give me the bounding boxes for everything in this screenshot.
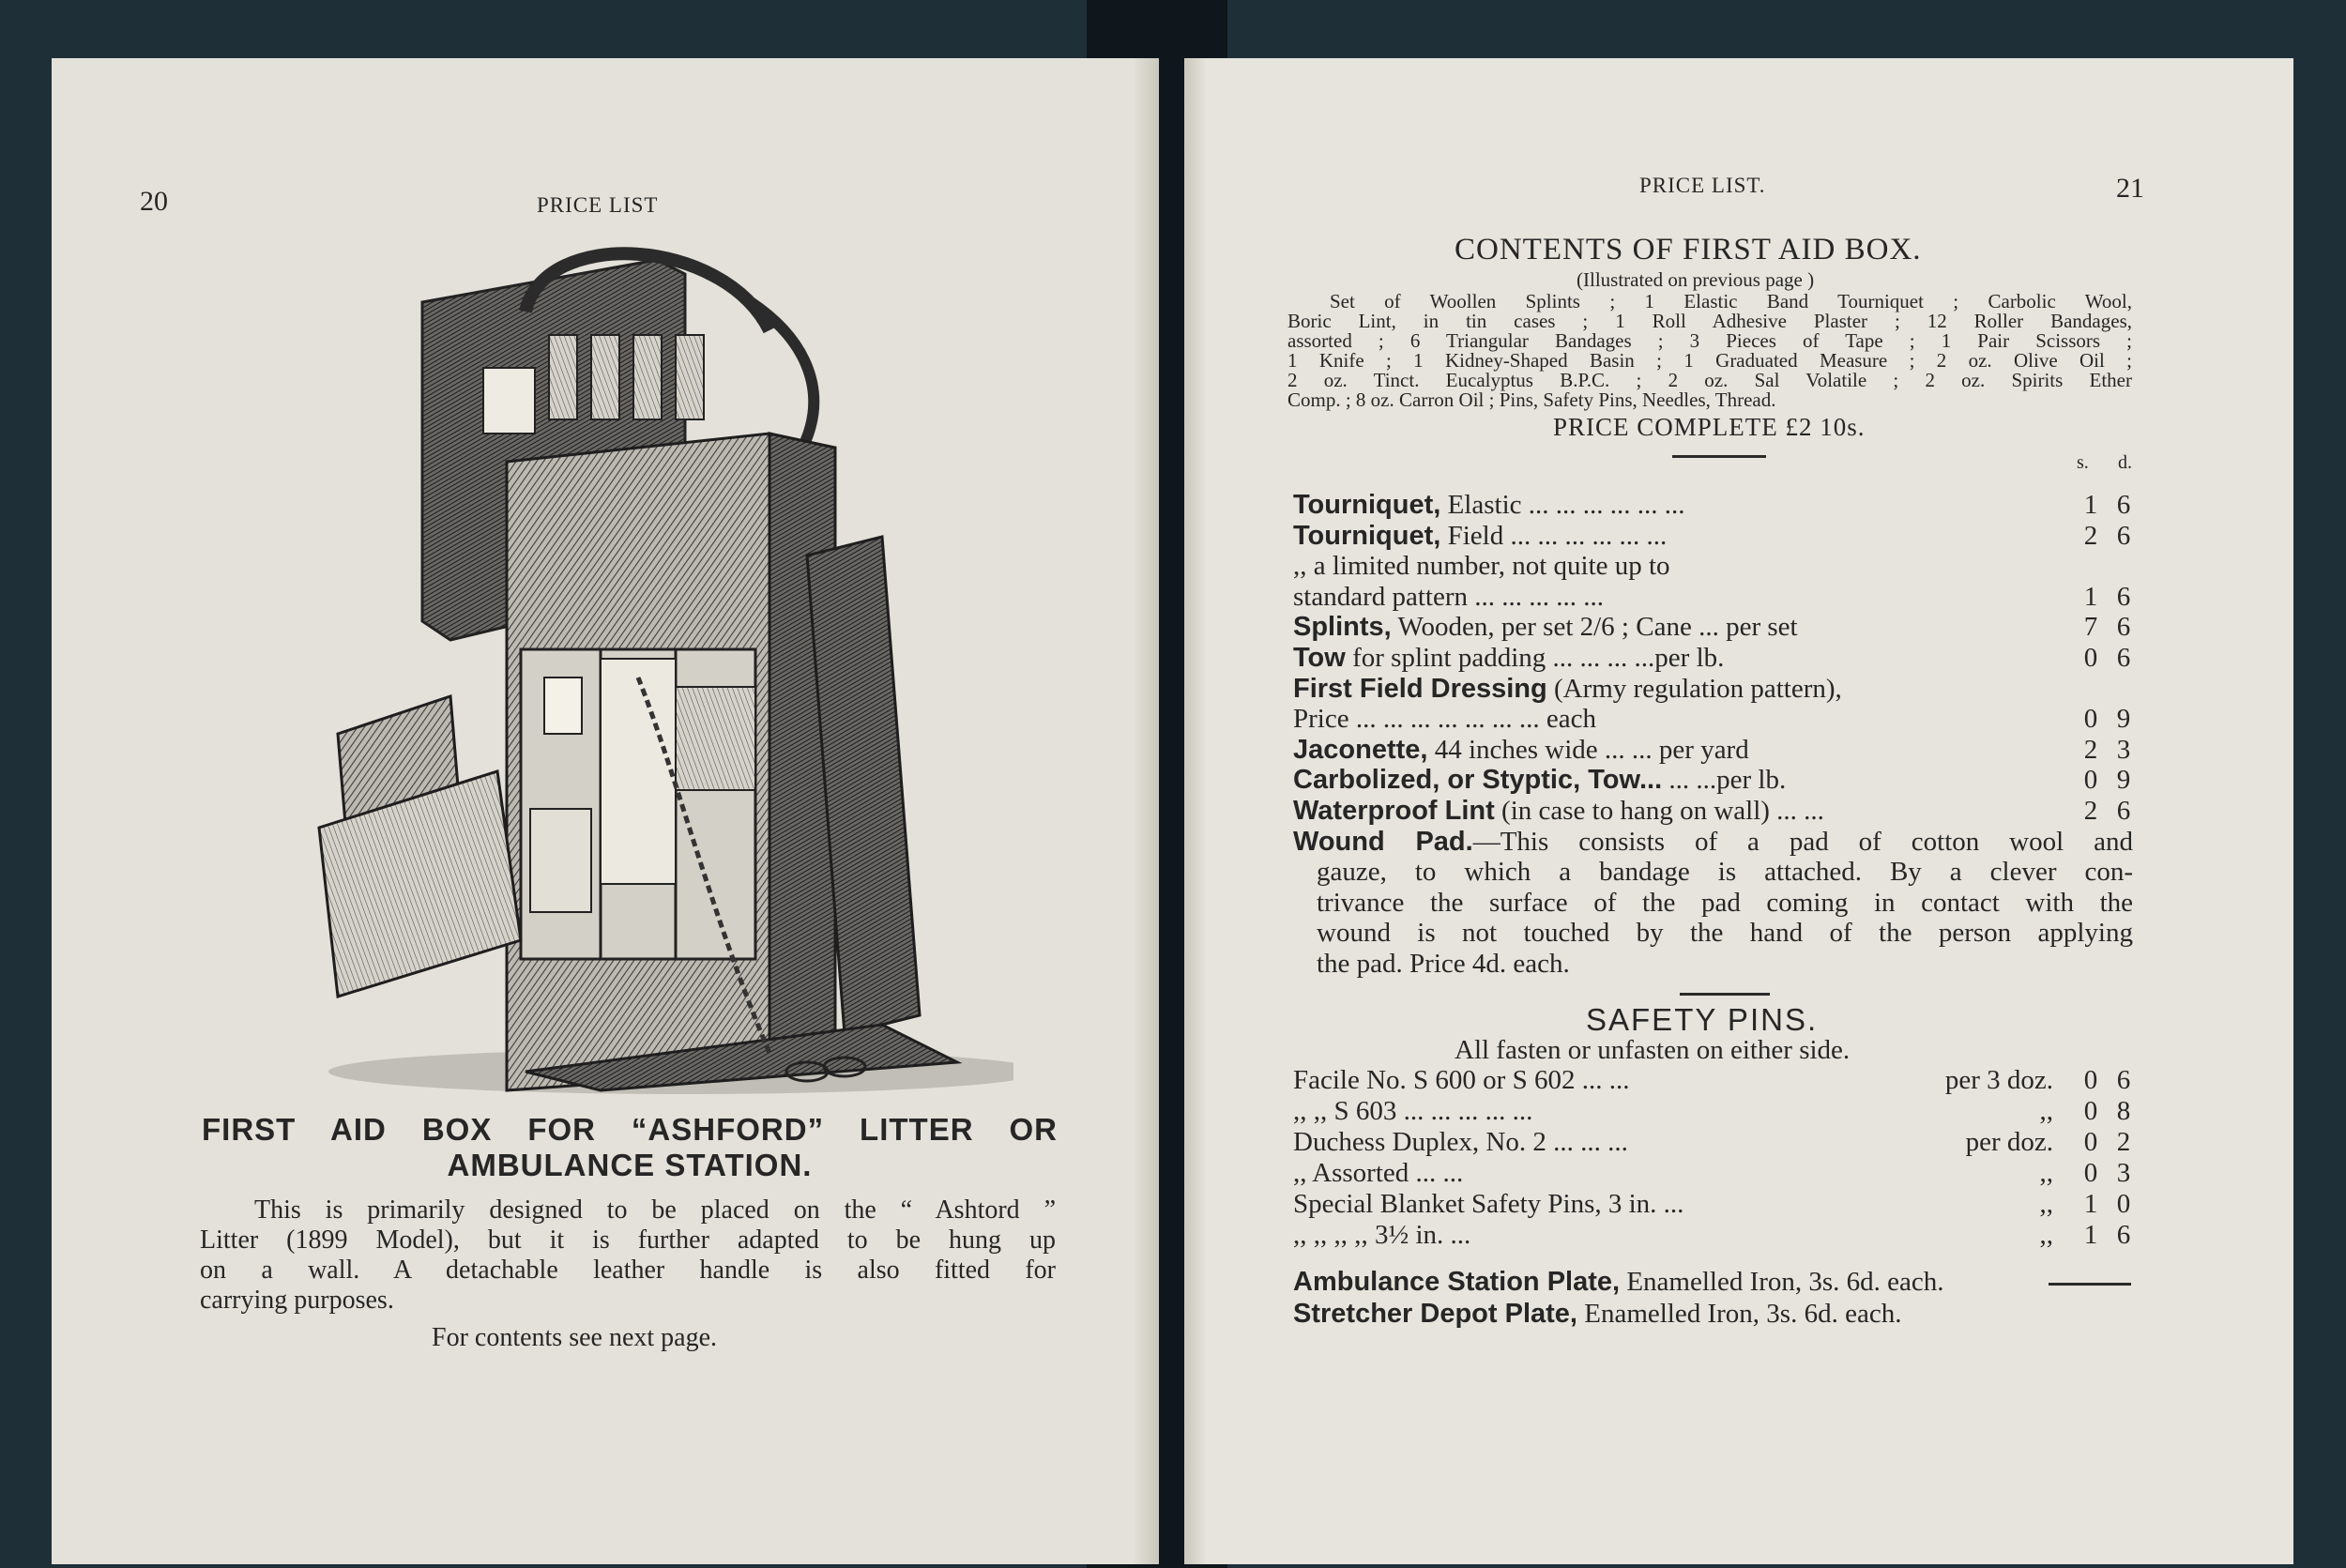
wound-pad-line: the pad. Price 4d. each. (1317, 949, 1570, 979)
pin-shillings: 0 (2083, 1158, 2098, 1188)
wound-pad-line: trivance the surface of the pad coming in contact with the (1317, 887, 2133, 918)
contents-title: CONTENTS OF FIRST AID BOX. (1455, 233, 1922, 266)
caption-title-line1: FIRST AID BOX FOR “ASHFORD” LITTER OR (202, 1112, 1058, 1147)
item-label (1293, 551, 1670, 582)
first-aid-box-illustration (282, 246, 1013, 1100)
item-detail: ... ...per lb. (1662, 765, 1787, 796)
item-name: Carbolized, or Styptic, Tow... (1293, 765, 1663, 796)
item-label (1293, 796, 1824, 827)
description-line: Litter (1899 Model), but it is further adapted to be hung up (200, 1225, 1056, 1255)
item-label (1293, 612, 1798, 643)
pin-shillings: 1 (2083, 1189, 2098, 1219)
plate-label: Stretcher Depot Plate, (1293, 1299, 1577, 1329)
item-detail: (in case to hang on wall) ... ... (1494, 796, 1824, 826)
safety-pins-subtitle: All fasten or unfasten on either side. (1455, 1035, 1851, 1065)
pin-pence: 8 (2116, 1096, 2131, 1126)
pin-shillings: 0 (2083, 1096, 2098, 1126)
item-pence: 3 (2116, 734, 2131, 765)
safety-pin-row (1293, 1189, 2138, 1220)
item-detail: ,, a limited number, not quite up to (1293, 551, 1670, 582)
price-item-row (1293, 521, 2138, 552)
price-item-row (1293, 765, 2138, 796)
item-shillings: 2 (2083, 734, 2098, 765)
item-shillings: 0 (2083, 765, 2098, 796)
item-name: Tourniquet, (1293, 490, 1441, 520)
pin-unit: per doz. (1965, 1127, 2053, 1157)
price-item-row (1293, 674, 2138, 705)
shillings-column-header: s. (2077, 452, 2089, 473)
pin-shillings: 0 (2083, 1127, 2098, 1157)
item-shillings: 1 (2083, 490, 2098, 520)
running-head-right: PRICE LIST. (1639, 174, 1766, 197)
item-name: Tourniquet, (1293, 520, 1441, 551)
contents-line: Boric Lint, in tin cases ; 1 Roll Adhesive Plaster ; 12 Roller Bandages, (1287, 310, 2132, 332)
item-name: First Field Dressing (1293, 673, 1547, 704)
pin-pence: 6 (2116, 1220, 2131, 1250)
item-label (1293, 704, 1596, 735)
wound-pad-text: —This consists of a pad of cotton wool and (1472, 826, 2133, 857)
item-label (1293, 735, 1749, 766)
pin-shillings: 0 (2083, 1065, 2098, 1095)
pin-unit: per 3 doz. (1944, 1065, 2053, 1095)
ambulance-station-plate (1293, 1267, 1944, 1298)
safety-pin-row (1293, 1158, 2138, 1189)
price-item-row (1293, 490, 2138, 521)
pin-pence: 3 (2116, 1158, 2131, 1188)
pin-pence: 2 (2116, 1127, 2131, 1157)
pin-unit: ,, (2039, 1096, 2053, 1126)
item-shillings: 0 (2083, 704, 2098, 735)
item-shillings: 7 (2083, 612, 2098, 643)
item-detail: 44 inches wide ... ... per yard (1427, 734, 1749, 765)
safety-pin-row (1293, 1065, 2138, 1096)
stretcher-depot-plate (1293, 1299, 1901, 1330)
price-item-row (1293, 735, 2138, 766)
contents-line: assorted ; 6 Triangular Bandages ; 3 Pieces of Tape ; 1 Pair Scissors ; (1287, 329, 2132, 352)
divider-rule (2049, 1283, 2131, 1286)
pin-label: ,, ,, ,, ,, 3½ in. ... (1293, 1220, 1471, 1250)
pin-unit: ,, (2039, 1220, 2053, 1250)
pin-label: Facile No. S 600 or S 602 ... ... (1293, 1065, 1630, 1095)
pin-unit: ,, (2039, 1189, 2053, 1219)
plate-label: Ambulance Station Plate, (1293, 1267, 1621, 1297)
pence-column-header: d. (2118, 452, 2132, 473)
contents-line: Comp. ; 8 oz. Carron Oil ; Pins, Safety Pins, Needles, Thread. (1287, 388, 1776, 411)
item-detail: Wooden, per set 2/6 ; Cane ... per set (1391, 612, 1798, 643)
pin-pence: 0 (2116, 1189, 2131, 1219)
item-detail: standard pattern ... ... ... ... ... (1293, 581, 1605, 612)
item-name: Tow (1293, 643, 1346, 673)
price-item-row (1293, 612, 2138, 643)
pin-pence: 6 (2116, 1065, 2131, 1095)
item-detail: Elastic ... ... ... ... ... ... (1440, 490, 1685, 520)
description-line: carrying purposes. (200, 1286, 394, 1315)
safety-pin-row (1293, 1220, 2138, 1251)
item-label (1293, 643, 1724, 674)
item-detail: Price ... ... ... ... ... ... ... each (1293, 704, 1596, 735)
item-detail: for splint padding ... ... ... ...per lb. (1345, 643, 1725, 673)
item-pence: 6 (2116, 612, 2131, 643)
contents-subtitle: (Illustrated on previous page ) (1577, 268, 1815, 291)
description-line: This is primarily designed to be placed on the “ Ashtord ” (254, 1195, 1056, 1225)
description-line: on a wall. A detachable leather handle is also fitted for (200, 1256, 1056, 1285)
pin-shillings: 1 (2083, 1220, 2098, 1250)
item-shillings: 2 (2083, 796, 2098, 826)
wound-pad-line: gauze, to which a bandage is attached. By a clever con- (1317, 857, 2133, 888)
item-detail: (Army regulation pattern), (1546, 673, 1842, 704)
safety-pin-row (1293, 1096, 2138, 1127)
item-pence: 9 (2116, 704, 2131, 735)
safety-pins-title: SAFETY PINS. (1586, 1002, 1819, 1037)
wound-pad-line: wound is not touched by the hand of the person applying (1317, 918, 2133, 949)
item-label (1293, 521, 1667, 552)
contents-reference: For contents see next page. (432, 1323, 718, 1352)
item-name: Splints, (1293, 612, 1392, 643)
item-pence: 6 (2116, 490, 2131, 520)
price-item-row (1293, 551, 2138, 582)
price-item-row (1293, 643, 2138, 674)
item-label (1293, 582, 1604, 613)
divider-rule (1672, 455, 1766, 458)
caption-title-line2: AMBULANCE STATION. (447, 1148, 813, 1182)
item-shillings: 1 (2083, 581, 2098, 612)
price-complete: PRICE COMPLETE £2 10s. (1553, 413, 1866, 441)
pin-label: Special Blanket Safety Pins, 3 in. ... (1293, 1189, 1684, 1219)
price-item-row (1293, 704, 2138, 735)
item-label (1293, 490, 1685, 521)
page-number-right: 21 (2116, 173, 2144, 204)
safety-pin-row (1293, 1127, 2138, 1158)
item-name: Waterproof Lint (1293, 796, 1495, 826)
pin-unit: ,, (2039, 1158, 2053, 1188)
page-number-left: 20 (140, 186, 168, 217)
item-name: Jaconette, (1293, 734, 1428, 765)
item-label (1293, 674, 1842, 705)
item-pence: 6 (2116, 796, 2131, 826)
item-pence: 6 (2116, 581, 2131, 612)
price-item-row (1293, 796, 2138, 827)
item-detail: Field ... ... ... ... ... ... (1440, 520, 1668, 551)
item-shillings: 0 (2083, 643, 2098, 673)
item-pence: 6 (2116, 643, 2131, 673)
pin-label: ,, Assorted ... ... (1293, 1158, 1464, 1188)
contents-line: 1 Knife ; 1 Kidney-Shaped Basin ; 1 Graduated Measure ; 2 oz. Olive Oil ; (1287, 349, 2132, 372)
wound-pad-line (1293, 827, 2133, 857)
plate-detail: Enamelled Iron, 3s. 6d. each. (1577, 1299, 1902, 1329)
item-shillings: 2 (2083, 520, 2098, 551)
plate-detail: Enamelled Iron, 3s. 6d. each. (1620, 1267, 1944, 1297)
pin-label: ,, ,, S 603 ... ... ... ... ... (1293, 1096, 1533, 1126)
contents-line: Set of Woollen Splints ; 1 Elastic Band Tourniquet ; Carbolic Wool, (1330, 290, 2132, 312)
item-pence: 9 (2116, 765, 2131, 796)
wound-pad-label: Wound Pad. (1293, 826, 1473, 857)
pin-label: Duchess Duplex, No. 2 ... ... ... (1293, 1127, 1628, 1157)
contents-line: 2 oz. Tinct. Eucalyptus B.P.C. ; 2 oz. Sal Volatile ; 2 oz. Spirits Ether (1287, 369, 2132, 391)
item-label (1293, 765, 1786, 796)
divider-rule (1680, 993, 1770, 996)
running-head-left: PRICE LIST (537, 193, 659, 217)
item-pence: 6 (2116, 520, 2131, 551)
price-item-row (1293, 582, 2138, 613)
